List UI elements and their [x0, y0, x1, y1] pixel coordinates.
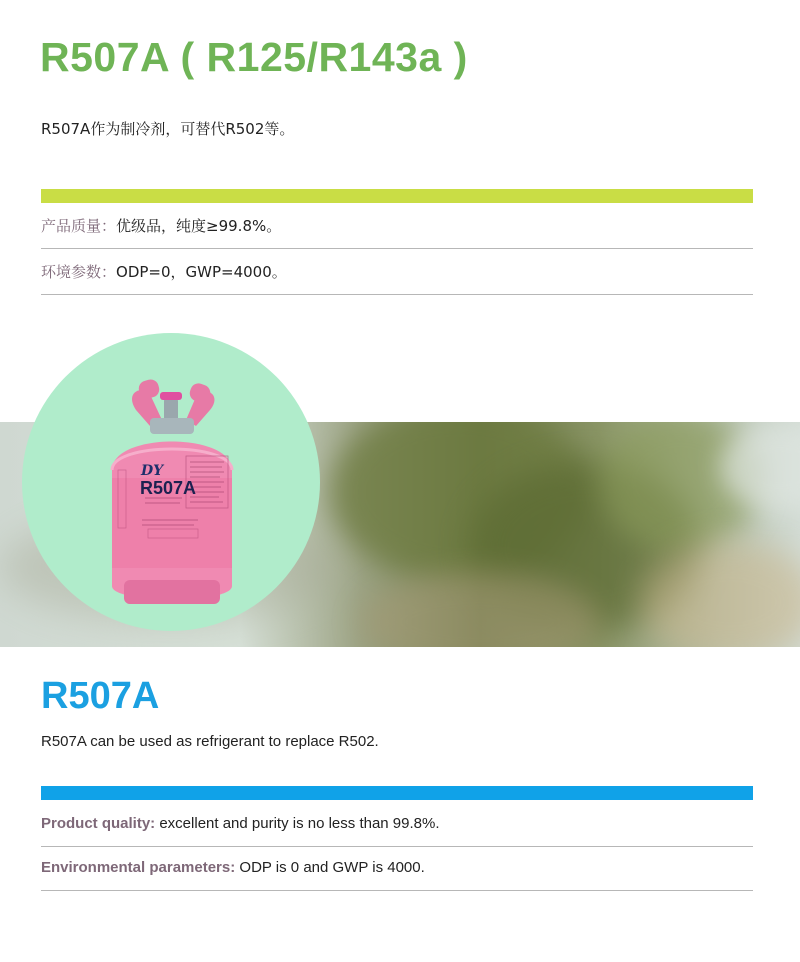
en-spec-value: ODP is 0 and GWP is 4000.	[235, 859, 425, 876]
blue-divider-bar	[41, 786, 753, 800]
en-spec-row-environment	[41, 846, 753, 891]
en-spec-value: excellent and purity is no less than 99.8%.	[155, 815, 440, 832]
en-page-title: R507A	[41, 675, 160, 717]
cn-spec-label: 环境参数：	[41, 263, 117, 281]
cn-description: R507A作为制冷剂，可替代R502等。	[41, 120, 295, 138]
cn-spec-value: 优级品，纯度≥99.8%。	[116, 217, 282, 235]
en-spec-label: Product quality:	[41, 815, 156, 832]
en-spec-row-quality	[41, 802, 753, 847]
cn-spec-value: ODP=0，GWP=4000。	[116, 263, 287, 281]
en-description: R507A can be used as refrigerant to replace R502.	[41, 733, 379, 750]
cn-page-title: R507A ( R125/R143a )	[40, 34, 468, 80]
cn-spec-label: 产品质量：	[41, 217, 117, 235]
en-spec-label: Environmental parameters:	[41, 859, 236, 876]
cylinder-brand-logo: DY	[141, 463, 164, 479]
cylinder-label: R507A	[140, 478, 197, 498]
